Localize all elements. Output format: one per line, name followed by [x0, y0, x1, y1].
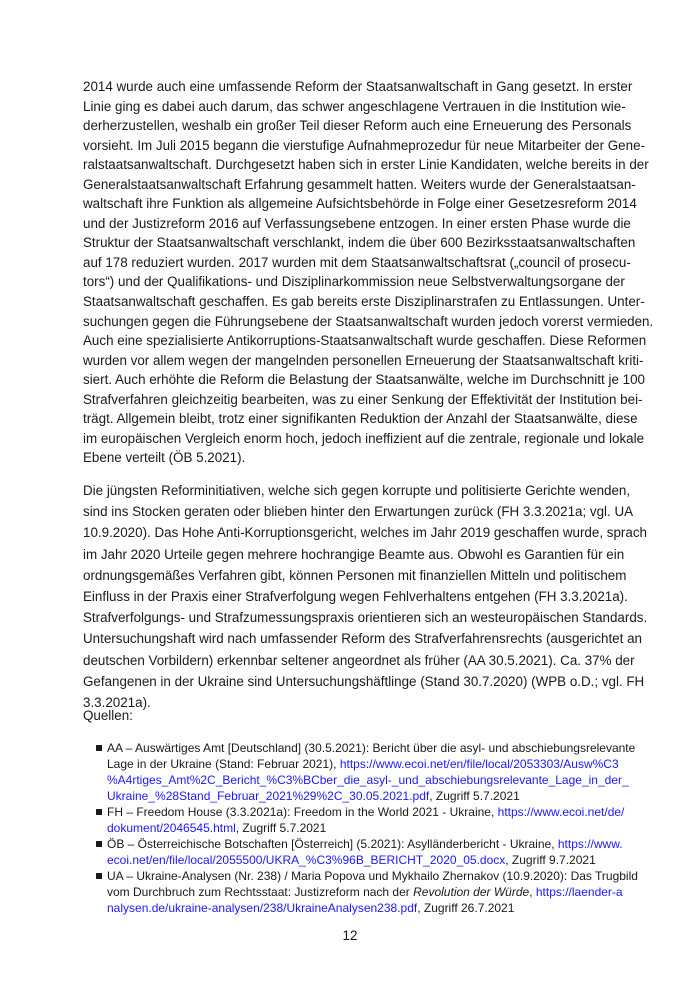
text-line: deutschen Vorbildern) erkennbar seltener angeordnet als früher (AA 30.5.2021). Ca. 37% der — [83, 652, 635, 668]
text-line: und der Justizreform 2016 auf Verfassungsebene entzogen. In einer ersten Phase wurde die — [83, 215, 631, 231]
source-line — [107, 852, 617, 868]
text-line: 10.9.2020). Das Hohe Anti-Korruptionsgericht, welches im Jahr 2019 geschaffen wurde, sprach — [83, 525, 647, 541]
source-link[interactable]: nalysen.de/ukraine-analysen/238/UkraineAnalysen238.pdf — [107, 901, 418, 915]
source-text: Revolution der Würde — [413, 885, 530, 899]
bullet-icon — [96, 745, 102, 751]
text-line: Generalstaatsanwaltschaft Erfahrung gesammelt hatten. Weiters wurde der Generalstaatsan- — [83, 176, 636, 192]
source-link[interactable]: https://laender-a — [535, 885, 623, 899]
text-line: im europäischen Vergleich enorm hoch, jedoch ineffizient auf die zentrale, regionale und lokale — [83, 430, 645, 446]
source-text: UA – Ukraine-Analysen (Nr. 238) / Maria Popova und Mykhailo Zhernakov (10.9.2020): Das Trugbild — [107, 869, 638, 883]
paragraph-1 — [83, 77, 654, 468]
source-item — [107, 804, 625, 836]
text-line: Strafverfahren gleichzeitig bearbeiten, was zu einer Senkung der Effektivität der Institution bei- — [83, 391, 643, 407]
source-link[interactable]: ecoi.net/en/file/local/2055500/UKRA_%C3%96B_BERICHT_2020_05.docx — [107, 853, 506, 867]
text-line: 2014 wurde auch eine umfassende Reform der Staatsanwaltschaft in Gang gesetzt. In erster — [83, 79, 633, 94]
sources-heading: Quellen: — [83, 708, 133, 723]
source-text: FH – Freedom House (3.3.2021a): Freedom in the World 2021 - Ukraine, — [107, 805, 498, 819]
source-item — [107, 836, 623, 868]
source-text: AA – Auswärtiges Amt [Deutschland] (30.5.2021): Bericht über die asyl- und abschiebungsrelevante — [107, 741, 636, 755]
text-line: Gefangenen in der Ukraine sind Untersuchungshäftlinge (Stand 30.7.2020) (WPB o.D.; vgl. FH — [83, 673, 645, 689]
text-line: vorsieht. Im Juli 2015 begann die vierstufige Aufnahmeprozedur für neue Mitarbeiter der Gene- — [83, 137, 645, 153]
sources-list — [107, 740, 638, 916]
source-link[interactable]: %A4rtiges_Amt%2C_Bericht_%C3%BCber_die_asyl-_und_abschiebungsrelevante_Lage_in_der_ — [107, 773, 629, 787]
text-line: auf 178 reduziert wurden. 2017 wurden mit dem Staatsanwaltschaftsrat („council of prosecu- — [83, 254, 631, 270]
source-text: vom Durchbruch zum Rechtsstaat: Justizreform nach der — [107, 885, 414, 899]
source-text: , Zugriff 26.7.2021 — [417, 901, 515, 915]
text-line: wurden vor allem wegen der mangelnden personellen Erneuerung der Staatsanwaltschaft kriti- — [83, 352, 644, 368]
source-line — [107, 788, 617, 804]
paragraph-2 — [83, 480, 648, 713]
bullet-icon — [96, 841, 102, 847]
text-line: waltschaft ihre Funktion als allgemeine Aufsichtsbehörde in Folge einer Gesetzesreform 2014 — [83, 196, 637, 212]
source-line — [107, 836, 623, 852]
text-line: Struktur der Staatsanwaltschaft verschlankt, indem die über 600 Bezirksstaatsanwaltschaften — [83, 235, 636, 251]
source-link[interactable]: dokument/2046545.html — [107, 821, 236, 835]
source-line — [107, 772, 629, 788]
source-line — [107, 756, 617, 772]
text-line: Ebene verteilt (ÖB 5.2021). — [83, 450, 246, 466]
text-line: Linie ging es dabei auch darum, das schwer angeschlagene Vertrauen in die Institution wie- — [83, 98, 626, 114]
source-text: , Zugriff 9.7.2021 — [505, 853, 596, 867]
text-line: siert. Auch erhöhte die Reform die Belastung der Staatsanwälte, welche im Durchschnitt je 100 — [83, 372, 645, 388]
text-line: suchungen gegen die Führungsebene der Staatsanwaltschaft wurden jedoch vorerst vermieden. — [83, 313, 654, 329]
text-line: ralstaatsanwaltschaft. Durchgesetzt haben sich in erster Linie Kandidaten, welche bereits in der — [83, 157, 649, 173]
source-line — [107, 868, 638, 884]
text-line: derherzustellen, weshalb ein großer Teil dieser Reform auch eine Erneuerung des Personals — [83, 118, 632, 134]
text-line: 3.3.2021a). — [83, 694, 151, 710]
text-line: ordnungsgemäßes Verfahren gibt, können Personen mit finanziellen Mitteln und politischem — [83, 567, 627, 583]
text-line: im Jahr 2020 Urteile gegen mehrere hochrangige Beamte aus. Obwohl es Garantien für ein — [83, 546, 625, 562]
source-item — [107, 868, 638, 916]
text-line: Die jüngsten Reforminitiativen, welche sich gegen korrupte und politisierte Gerichte wenden, — [83, 483, 631, 498]
source-line — [107, 884, 623, 900]
text-line: sind ins Stocken geraten oder blieben hinter den Erwartungen zurück (FH 3.3.2021a; vgl. UA — [83, 504, 634, 520]
source-link[interactable]: https://www. — [557, 837, 623, 851]
source-link[interactable]: https://www.ecoi.net/de/ — [497, 805, 625, 819]
source-link[interactable]: https://www.ecoi.net/en/file/local/2053303/Ausw%C3 — [339, 757, 619, 771]
source-text: Lage in der Ukraine (Stand: Februar 2021), — [107, 757, 340, 771]
text-line: Einfluss in der Praxis einer Strafverfolgung wegen Fehlverhaltens entgehen (FH 3.3.2021a). — [83, 588, 628, 604]
source-text: , Zugriff 5.7.2021 — [235, 821, 327, 835]
page-number: 12 — [342, 928, 358, 943]
text-line: tors“) und der Qualifikations- und Disziplinarkommission neue Selbstverwaltungsorgane der — [83, 274, 625, 290]
source-link[interactable]: Ukraine_%28Stand_Februar_2021%29%2C_30.05.2021.pdf — [107, 789, 430, 803]
source-line — [107, 740, 636, 756]
source-item — [107, 740, 636, 804]
bullet-icon — [96, 809, 102, 815]
text-line: Untersuchungshaft wird nach umfassender Reform des Strafverfahrensrechts (ausgerichtet an — [83, 631, 642, 647]
bullet-icon — [96, 873, 102, 879]
source-line — [107, 900, 617, 916]
text-line: trägt. Allgemein bleibt, trotz einer signifikanten Reduktion der Anzahl der Staatsanwälte, diese — [83, 411, 638, 427]
text-line: Auch eine spezialisierte Antikorruptions-Staatsanwaltschaft wurde geschaffen. Diese Reformen — [83, 333, 647, 349]
text-line: Staatsanwaltschaft geschaffen. Es gab bereits erste Disziplinarstrafen zu Entlassungen. Unter- — [83, 294, 645, 310]
source-text: , — [529, 885, 536, 899]
source-text: ÖB – Österreichische Botschaften [Österreich] (5.2021): Asylländerbericht - Ukraine, — [107, 837, 558, 851]
text-line: Strafverfolgungs- und Strafzumessungspraxis orientieren sich an westeuropäischen Standards. — [83, 610, 648, 626]
source-line — [107, 804, 625, 820]
source-line — [107, 820, 617, 836]
source-text: , Zugriff 5.7.2021 — [429, 789, 520, 803]
